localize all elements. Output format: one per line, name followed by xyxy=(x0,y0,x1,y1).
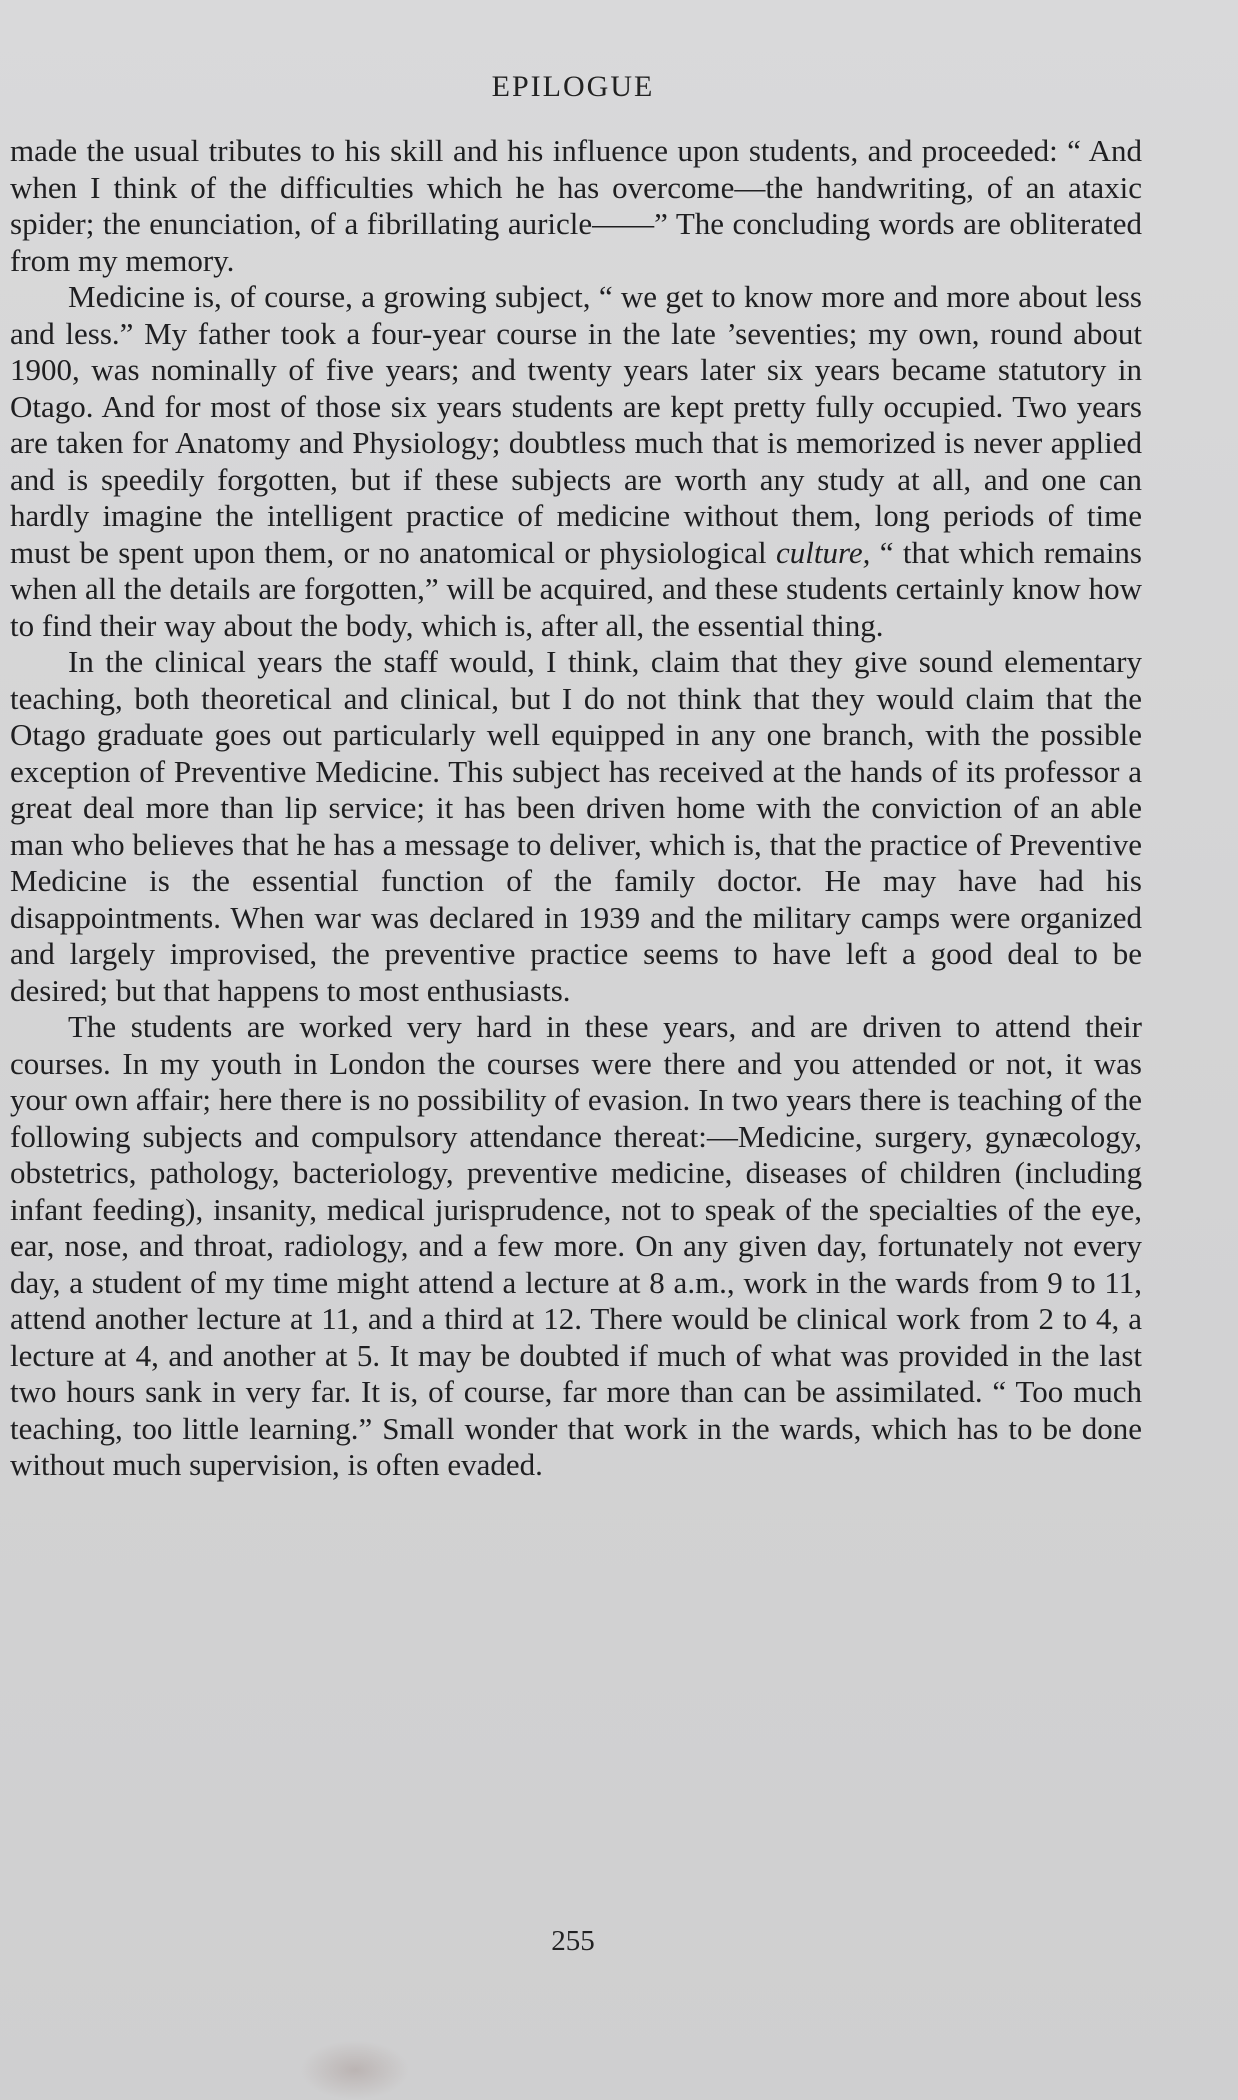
paragraph-continuation: made the usual tributes to his skill and his influence upon students, and proceeded: “ And when I think of the difficulties which he has overcome—the handwriting, of an ataxic spider; the enunciation, of a fibrillating auricle——” The concluding words are obliterated from my memory. xyxy=(10,133,1142,278)
paragraph-clinical-years: In the clinical years the staff would, I think, claim that they give sound elementary teaching, both theoretical and clinical, but I do not think that they would claim that the Otago graduate goes out particularly well equipped in any one branch, with the possible exception of Preventive Medicine. This subject has received at the hands of its professor a great deal more than lip service; it has been driven home with the conviction of an able man who believes that he has a message to deliver, which is, that the practice of Preventive Medicine is the essential function of the family doctor. He may have had his disappointments. When war was declared in 1939 and the military camps were organized and largely improvised, the preventive practice seems to have left a good deal to be desired; but that happens to most enthusiasts. xyxy=(10,644,1142,1008)
body-text xyxy=(10,133,1142,1484)
italic-word: culture, xyxy=(776,534,871,570)
paper-smudge xyxy=(300,2040,410,2100)
page-number: 255 xyxy=(551,1925,595,1957)
paragraph-students-worked-hard: The students are worked very hard in these years, and are driven to attend their courses. In my youth in London the courses were there and you attended or not, it was your own affair; here there is no possibility of evasion. In two years there is teaching of the following subjects and compulsory attendance thereat:—Medicine, surgery, gynæcology, obstetrics, pathology, bacteriology, preventive medicine, diseases of children (including infant feeding), insanity, medical jurisprudence, not to speak of the specialties of the eye, ear, nose, and throat, radiology, and a few more. On any given day, fortunately not every day, a student of my time might attend a lecture at 8 a.m., work in the wards from 9 to 11, attend another lecture at 11, and a third at 12. There would be clinical work from 2 to 4, a lecture at 4, and another at 5. It may be doubted if much of what was provided in the last two hours sank in very far. It is, of course, far more than can be assimilated. “ Too much teaching, too little learning.” Small wonder that work in the wards, which has to be done without much supervision, is often evaded. xyxy=(10,1009,1142,1482)
paragraph-medicine-growing-subject: Medicine is, of course, a growing subject, “ we get to know more and more about less and less.” My father took a four-year course in the late ’seventies; my own, round about 1900, was nominally of five years; and twenty years later six years became statutory in Otago. And for most of those six years students are kept pretty fully occupied. Two years are taken for Anatomy and Physiology; doubtless much that is memorized is never applied and is speedily forgotten, but if these subjects are worth any study at all, and one can hardly imagine the intelligent practice of medicine without them, long periods of time must be spent upon them, or no anatomical or physiological culture, “ that which remains when all the details are forgotten,” will be acquired, and these students certainly know how to find their way about the body, which is, after all, the essential thing. xyxy=(10,279,1142,643)
running-head: EPILOGUE xyxy=(491,70,655,103)
